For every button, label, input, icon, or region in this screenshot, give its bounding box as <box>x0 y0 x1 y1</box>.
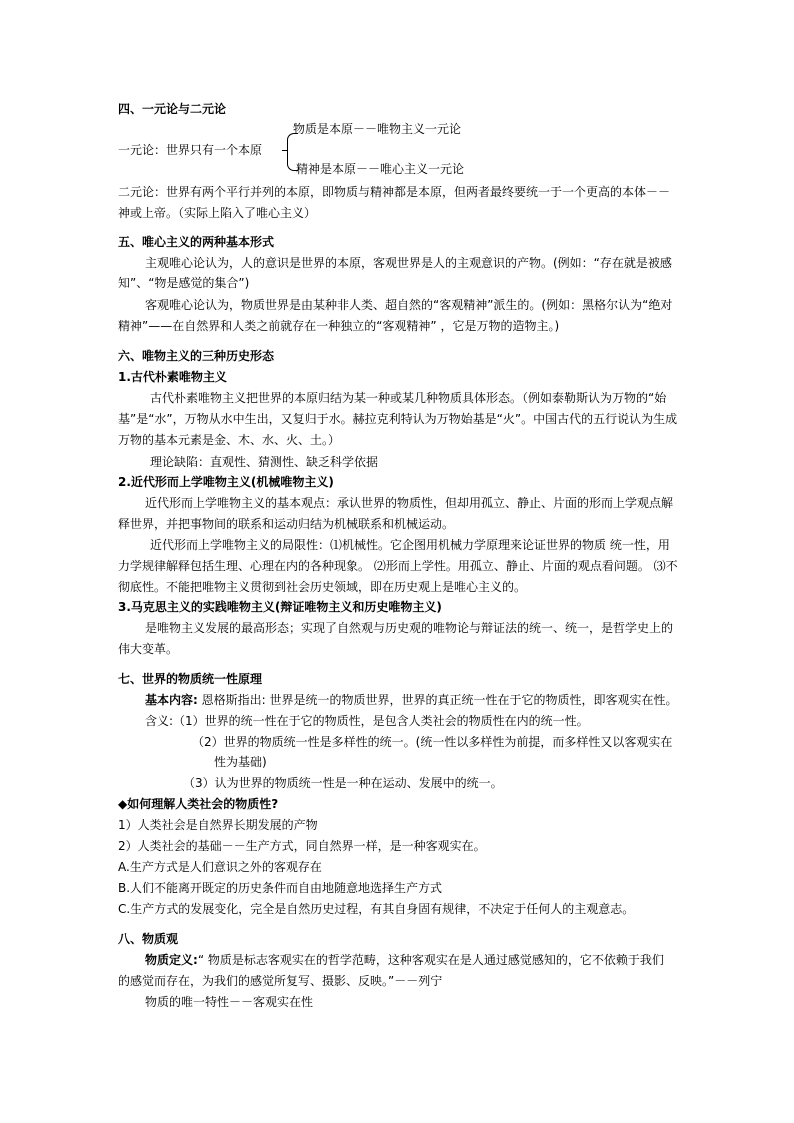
section-4-title: 四、一元论与二元论 <box>118 102 227 116</box>
basic-content-label: 基本内容: <box>145 693 198 707</box>
form-1-title: 1.古代朴素唯物主义 <box>118 370 227 384</box>
basic-content-text: 恩格斯指出: 世界是统一的物质世界，世界的真正统一性在于它的物质性，即客观实在性。 <box>197 693 678 707</box>
form-2-line-5: 彻底性。不能把唯物主义贯彻到社会历史领域，即在历史观上是唯心主义的。 <box>118 580 527 594</box>
meaning-2-line-1: （2）世界的物质统一性是多样性的统一。(统一性以多样性为前提，而多样性又以客观实在 <box>192 735 673 749</box>
form-3-title: 3.马克思主义的实践唯物主义(辩证唯物主义和历史唯物主义) <box>118 600 442 614</box>
form-2-line-2: 释世界，并把事物间的联系和运动归结为机械联系和机械运动。 <box>118 517 455 531</box>
question-title: ◆如何理解人类社会的物质性? <box>118 797 279 811</box>
form-1-line-2: 基”是“水”，万物从水中生出，又复归于水。赫拉克利特认为万物始基是“火”。中国古代的五行说认为生成 <box>118 412 678 426</box>
form-2-title: 2.近代形而上学唯物主义(机械唯物主义) <box>118 475 334 489</box>
matter-definition-line-1 <box>145 954 664 966</box>
section-8-title: 八、物质观 <box>118 932 179 946</box>
matter-definition-line-2: 的感觉而存在，为我们的感觉所复写、摄影、反映。”－－列宁 <box>118 974 443 988</box>
form-1-defects: 理论缺陷：直观性、猜测性、缺乏科学依据 <box>150 455 379 469</box>
monism-branch-spirit: 精神是本原－－唯心主义一元论 <box>296 162 465 176</box>
section-7-title: 七、世界的物质统一性原理 <box>118 672 263 686</box>
answer-a: A.生产方式是人们意识之外的客观存在 <box>118 860 322 874</box>
subjective-idealism-line-2: 知”、“物是感觉的集合”) <box>118 276 250 290</box>
form-2-line-4: 力学规律解释包括生理、心理在内的各种现象。 ⑵形而上学性。用孤立、静止、片面的观点看问题。 ⑶不 <box>118 559 678 573</box>
objective-idealism-line-1: 客观唯心论认为，物质世界是由某种非人类、超自然的“客观精神”派生的。(例如：黑格尔认为“绝对 <box>145 298 673 312</box>
answer-1: 1）人类社会是自然界长期发展的产物 <box>118 818 318 832</box>
section-6-title: 六、唯物主义的三种历史形态 <box>118 349 275 363</box>
monism-branch-material: 物质是本原－－唯物主义一元论 <box>293 122 462 136</box>
form-2-line-1: 近代形而上学唯物主义的基本观点：承认世界的物质性，但却用孤立、静止、片面的形而上学观点解 <box>145 496 674 510</box>
dualism-line-2: 神或上帝。（实际上陷入了唯心主义） <box>118 206 317 220</box>
matter-unique-property: 物质的唯一特性－－客观实在性 <box>145 995 314 1009</box>
meaning-3: （3）认为世界的物质统一性是一种在运动、发展中的统一。 <box>183 776 503 790</box>
form-3-line-2: 伟大变革。 <box>118 642 179 656</box>
form-1-line-1: 古代朴素唯物主义把世界的本原归结为某一种或某几种物质具体形态。（例如泰勒斯认为万物的“始 <box>150 391 667 405</box>
meaning-2-line-2: 性为基础) <box>214 755 267 769</box>
form-1-line-3: 万物的基本元素是金、木、水、火、土。） <box>118 433 341 447</box>
monism-label: 一元论：世界只有一个本原 <box>118 143 263 157</box>
answer-b: B.人们不能离开既定的历史条件而自由地随意地选择生产方式 <box>118 881 443 895</box>
brace-tip-icon <box>282 150 288 151</box>
dualism-line-1: 二元论：世界有两个平行并列的本原，即物质与精神都是本原，但两者最终要统一于一个更高的本体－－ <box>118 185 671 199</box>
objective-idealism-line-2: 精神”——在自然界和人类之前就存在一种独立的“客观精神” ，它是万物的造物主。) <box>118 319 560 333</box>
subjective-idealism-line-1: 主观唯心论认为，人的意识是世界的本原，客观世界是人的主观意识的产物。(例如：“存在就是被感 <box>145 256 672 270</box>
answer-2: 2）人类社会的基础－－生产方式，同自然界一样，是一种客观实在。 <box>118 839 486 853</box>
meaning-1: 含义:（1）世界的统一性在于它的物质性，是包含人类社会的物质性在内的统一性。 <box>145 714 589 728</box>
section-5-title: 五、唯心主义的两种基本形式 <box>118 235 275 249</box>
matter-definition-label: 物质定义: <box>145 953 198 967</box>
matter-definition-text: “ 物质是标志客观实在的哲学范畴，这种客观实在是人通过感觉感知的，它不依赖于我们 <box>197 953 664 967</box>
form-2-line-3: 近代形而上学唯物主义的局限性：⑴机械性。它企图用机械力学原理来论证世界的物质 统一性，用 <box>150 538 670 552</box>
basic-content <box>145 694 678 706</box>
answer-c: C.生产方式的发展变化，完全是自然历史过程，有其自身固有规律，不决定于任何人的主观意志。 <box>118 902 635 916</box>
form-3-line-1: 是唯物主义发展的最高形态；实现了自然观与历史观的唯物论与辩证法的统一、统一，是哲学史上的 <box>145 621 674 635</box>
